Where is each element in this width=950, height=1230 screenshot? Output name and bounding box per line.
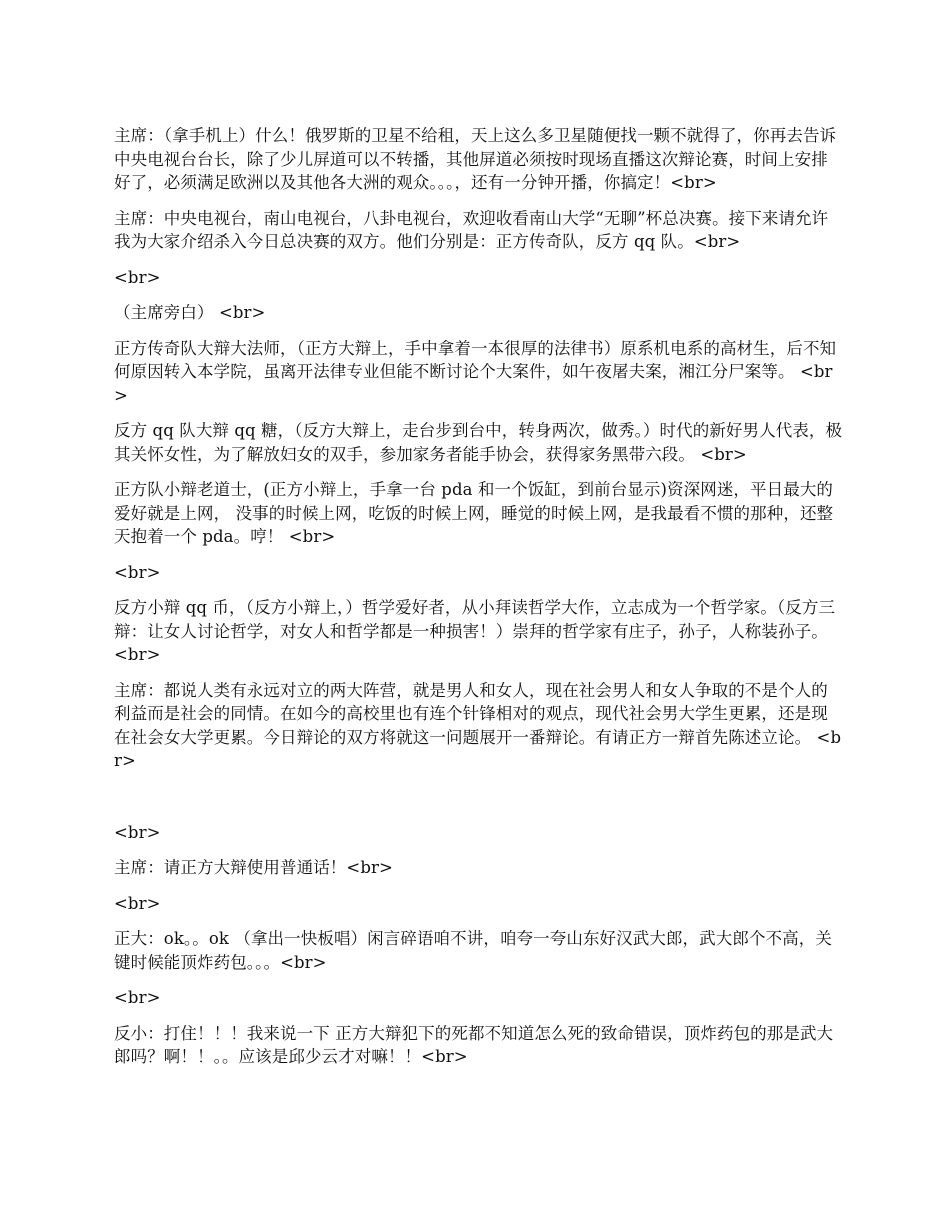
paragraph-br: <br> [114,822,161,842]
paragraph-br: <br> [114,893,161,913]
paragraph-chair-topic: 主席：都说人类有永远对立的两大阵营，就是男人和女人，现在社会男人和女人争取的不是个人的利益而是社会的同情。在如今的高校里也有连个针锋相对的观点，现代社会男大学生更累，还是现在社会女大学更累。今日辩论的双方将就这一问题展开一番辩论。有请正方一辩首先陈述立论。 <br> [114,680,842,770]
paragraph-br: <br> [114,562,161,582]
paragraph-chair-mandarin: 主席：请正方大辩使用普通话！<br> [114,858,393,877]
paragraph-chair-welcome: 主席：中央电视台，南山电视台，八卦电视台，欢迎收看南山大学“无聊”杯总决赛。接下来请允许我为大家介绍杀入今日总决赛的双方。他们分别是：正方传奇队，反方 qq 队。<br> [114,208,829,251]
paragraph-pro-junior-debater: 正方队小辩老道士，(正方小辩上，手拿一台 pda 和一个饭缸，到前台显示)资深网迷，平日最大的爱好就是上网， 没事的时候上网，吃饭的时候上网，睡觉的时候上网，是我最看不惯的那种，还整天抱着一个 pda。哼！ <br> [114,480,834,546]
paragraph-br: <br> [114,988,161,1007]
paragraph-chair-phone: 主席：（拿手机上）什么！俄罗斯的卫星不给租，天上这么多卫星随便找一颗不就得了，你再去告诉中央电视台台长，除了少儿屏道可以不转播，其他屏道必须按时现场直播这次辩论赛，时间上安排好了，必须满足欧洲以及其他各大洲的观众。。。，还有一分钟开播，你搞定！<br> [114,126,837,192]
paragraph-chair-aside: （主席旁白） <br> [114,303,266,322]
document-body [114,124,844,1081]
paragraph-con-first-debater: 反方 qq 队大辩 qq 糖，（反方大辩上，走台步到台中，转身两次，做秀。）时代的新好男人代表，极其关怀女性，为了解放妇女的双手，参加家务者能手协会，获得家务黑带六段。 <br> [114,421,843,464]
paragraph-con-junior-debater: 反方小辩 qq 币，（反方小辩上，）哲学爱好者，从小拜读哲学大作，立志成为一个哲学家。（反方三辩：让女人讨论哲学，对女人和哲学都是一种损害！）崇拜的哲学家有庄子，孙子，人称装孙子。 <br> [114,598,836,664]
paragraph-con-rebuttal: 反小：打住！！！我来说一下 正方大辩犯下的死都不知道怎么死的致命错误，顶炸药包的那是武大郎吗？啊！！。。应该是邱少云才对嘛！！<br> [114,1023,834,1066]
paragraph-br: <br> [114,267,161,287]
paragraph-pro-speech: 正大：ok。。ok （拿出一快板唱）闲言碎语咱不讲，咱夸一夸山东好汉武大郎，武大郎个不高，关键时候能顶炸药包。。。<br> [114,929,832,972]
paragraph-pro-first-debater: 正方传奇队大辩大法师，（正方大辩上，手中拿着一本很厚的法律书）原系机电系的高材生，后不知何原因转入本学院，虽离开法律专业但能不断讨论个大案件，如午夜屠夫案，湘江分尸案等。 <br> [114,338,837,405]
blank-gap [114,785,844,821]
